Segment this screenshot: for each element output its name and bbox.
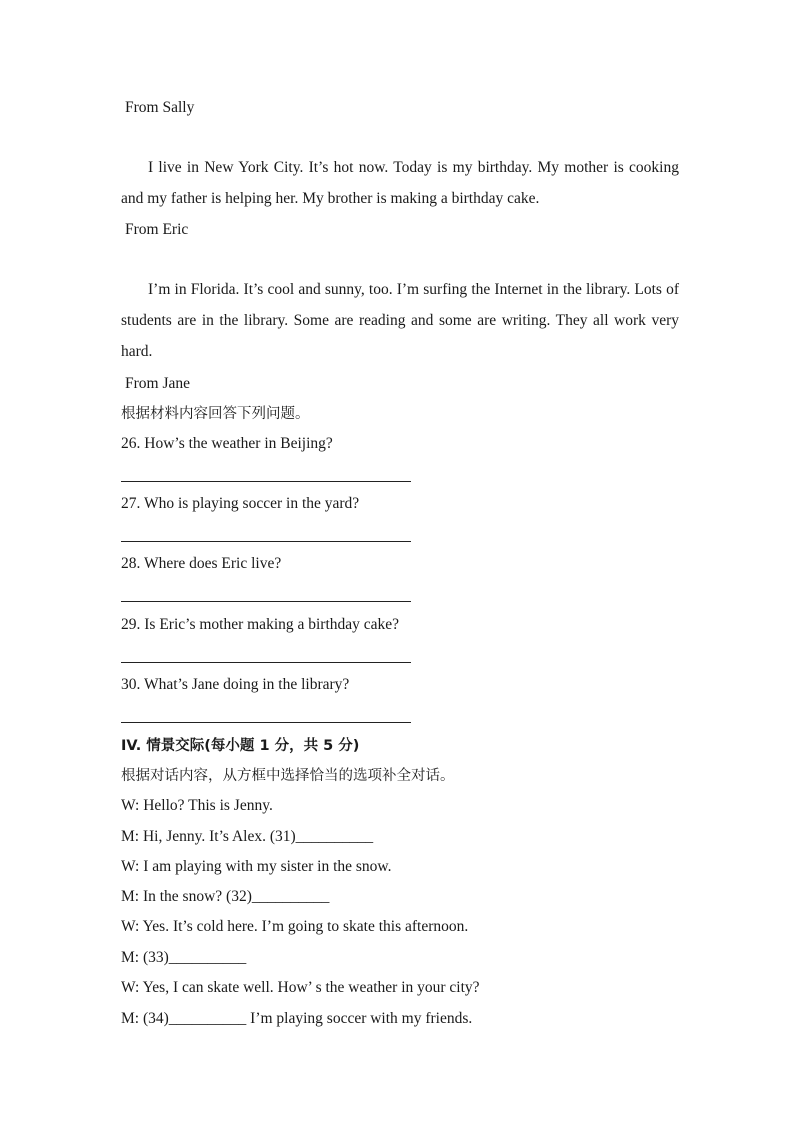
letter-body: I live in New York City. It’s hot now. Today is my birthday. My mother is cooking and my father is helping her. My brother is making a birthday cake. bbox=[121, 159, 679, 207]
dialogue-line: W: Hello? This is Jenny. bbox=[121, 797, 273, 814]
letter-signature: From Jane bbox=[125, 375, 191, 392]
question-28: 28. Where does Eric live? bbox=[121, 555, 282, 572]
dialogue-line: M: (33)__________ bbox=[121, 949, 247, 966]
answer-line-27[interactable] bbox=[121, 541, 411, 542]
answer-line-29[interactable] bbox=[121, 662, 411, 663]
section-instruction: 根据对话内容，从方框中选择恰当的选项补全对话。 bbox=[121, 768, 455, 784]
dialogue-line: W: Yes. It’s cold here. I’m going to skate this afternoon. bbox=[121, 918, 469, 935]
dialogue-line: W: I am playing with my sister in the snow. bbox=[121, 858, 392, 875]
answer-line-28[interactable] bbox=[121, 601, 411, 602]
answer-line-30[interactable] bbox=[121, 722, 411, 723]
letter-body: I’m in Florida. It’s cool and sunny, too. I’m surfing the Internet in the library. Lots of students are in the library. Some are reading and some are writing. They all work very hard. bbox=[121, 281, 679, 360]
dialogue-line: M: Hi, Jenny. It’s Alex. (31)__________ bbox=[121, 828, 374, 845]
section-heading: IV. 情景交际(每小题 1 分，共 5 分) bbox=[121, 738, 360, 754]
dialogue-line: M: In the snow? (32)__________ bbox=[121, 888, 330, 905]
question-30: 30. What’s Jane doing in the library? bbox=[121, 676, 350, 693]
question-27: 27. Who is playing soccer in the yard? bbox=[121, 495, 360, 512]
reading-instruction: 根据材料内容回答下列问题。 bbox=[121, 406, 310, 422]
answer-line-26[interactable] bbox=[121, 481, 411, 482]
letter-signature: From Eric bbox=[125, 221, 189, 238]
question-29: 29. Is Eric’s mother making a birthday cake? bbox=[121, 616, 400, 633]
dialogue-line: M: (34)__________ I’m playing soccer with my friends. bbox=[121, 1010, 473, 1027]
dialogue-line: W: Yes, I can skate well. How’ s the weather in your city? bbox=[121, 979, 480, 996]
question-26: 26. How’s the weather in Beijing? bbox=[121, 435, 333, 452]
letter-signature: From Sally bbox=[125, 99, 195, 116]
